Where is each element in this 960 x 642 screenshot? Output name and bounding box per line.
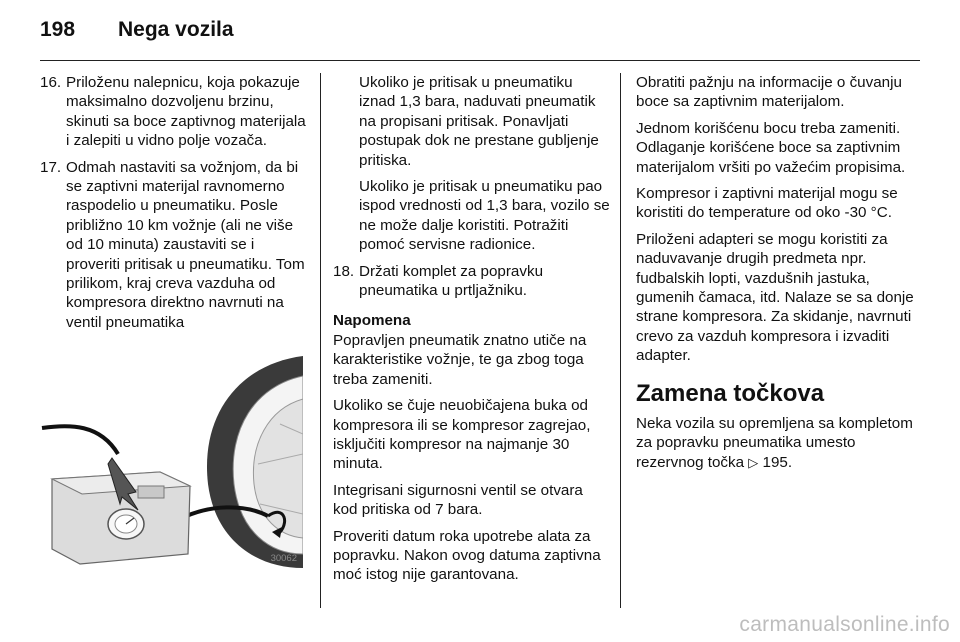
page-header [40, 18, 920, 58]
illustration-code: 30062 [270, 553, 297, 564]
page-reference[interactable]: 195. [762, 453, 793, 471]
paragraph: Ukoliko je pritisak u pneumatiku pao ispod vrednosti od 1,3 bara, vozilo se ne može dalje koristiti. Potražiti pomoć servisne radionice. [359, 178, 610, 254]
page-number: 198 [40, 18, 76, 41]
paragraph-text: Neka vozila su opremljena sa kompletom za popravku pneumatika umesto rezervnog točka [636, 414, 913, 471]
note-text: Popravljen pneumatik znatno utiče na karakteristike vožnje, te ga zbog toga treba zameniti. [333, 331, 587, 388]
item-number: 18. [333, 262, 355, 280]
list-item-17 [40, 158, 312, 333]
paragraph: Obratiti pažnju na informacije o čuvanju boce sa zaptivnim materijalom. [636, 74, 902, 111]
item-text: Držati komplet za popravku pneumatika u prtljažniku. [359, 262, 544, 300]
list-item-18 [333, 262, 611, 301]
compressor-tire-illustration [40, 354, 303, 568]
column-1 [40, 73, 312, 339]
compressor-illustration-svg [40, 354, 303, 568]
header-rule [40, 60, 920, 61]
paragraph: Integrisani sigurnosni ventil se otvara kod pritiska od 7 bara. [333, 481, 583, 519]
section-heading: Zamena točkova [636, 379, 825, 407]
paragraph: Ukoliko se čuje neuobičajena buka od kompresora ili se kompresor zagrejao, isključiti kompresor na najmanje 30 minuta. [333, 397, 591, 473]
paragraph: Priloženi adapteri se mogu koristiti za naduvavanje drugih predmeta npr. fudbalskih lopti, vazdušnih jastuka, gumenih čamaca, itd. Nalaze se sa donje strane kompresora. Za skidanje, navrnuti crevo za vazduh kompresora i izvaditi adapter. [636, 230, 914, 365]
item-number: 16. [40, 74, 62, 91]
watermark: carmanualsonline.info [739, 613, 950, 636]
item-text: Priloženu nalepnicu, koja pokazuje maksimalno dozvoljenu brzinu, skinuti sa boce zaptivnog materijala i zalepiti u vidno polje vozača. [66, 74, 306, 150]
paragraph [636, 414, 924, 472]
paragraph: Ukoliko je pritisak u pneumatiku iznad 1,3 bara, naduvati pneumatik na propisani pritisak. Ponavljati postupak dok ne prestane gubljenje pritiska. [359, 74, 599, 169]
item-number: 17. [40, 158, 62, 176]
list-item-16 [40, 73, 312, 151]
page-reference-icon: ▷ [748, 454, 759, 470]
column-divider [320, 73, 321, 608]
column-3 [636, 73, 924, 479]
paragraph: Kompresor i zaptivni materijal mogu se koristiti do temperature od oko -30 °C. [636, 185, 898, 222]
column-2 [333, 73, 611, 592]
column-divider [620, 73, 621, 608]
paragraph: Jednom korišćenu bocu treba zameniti. Odlaganje korišćene boce sa zaptivnim materijalom vršiti po važećim propisima. [636, 119, 906, 176]
note-title: Napomena [333, 312, 411, 330]
item-text: Odmah nastaviti sa vožnjom, da bi se zaptivni materijal ravnomerno raspodelio u pneumatiku. Posle približno 10 km vožnje (ali ne više od 10 minuta) zaustaviti se i proveriti pritisak u pneumatiku. Tom prilikom, kraj creva vazduha od kompresora direktno navrnuti na ventil pneumatika [66, 158, 305, 331]
page-title: Nega vozila [118, 18, 234, 41]
paragraph: Proveriti datum roka upotrebe alata za popravku. Nakon ovog datuma zaptivna moć istog nije garantovana. [333, 527, 601, 584]
